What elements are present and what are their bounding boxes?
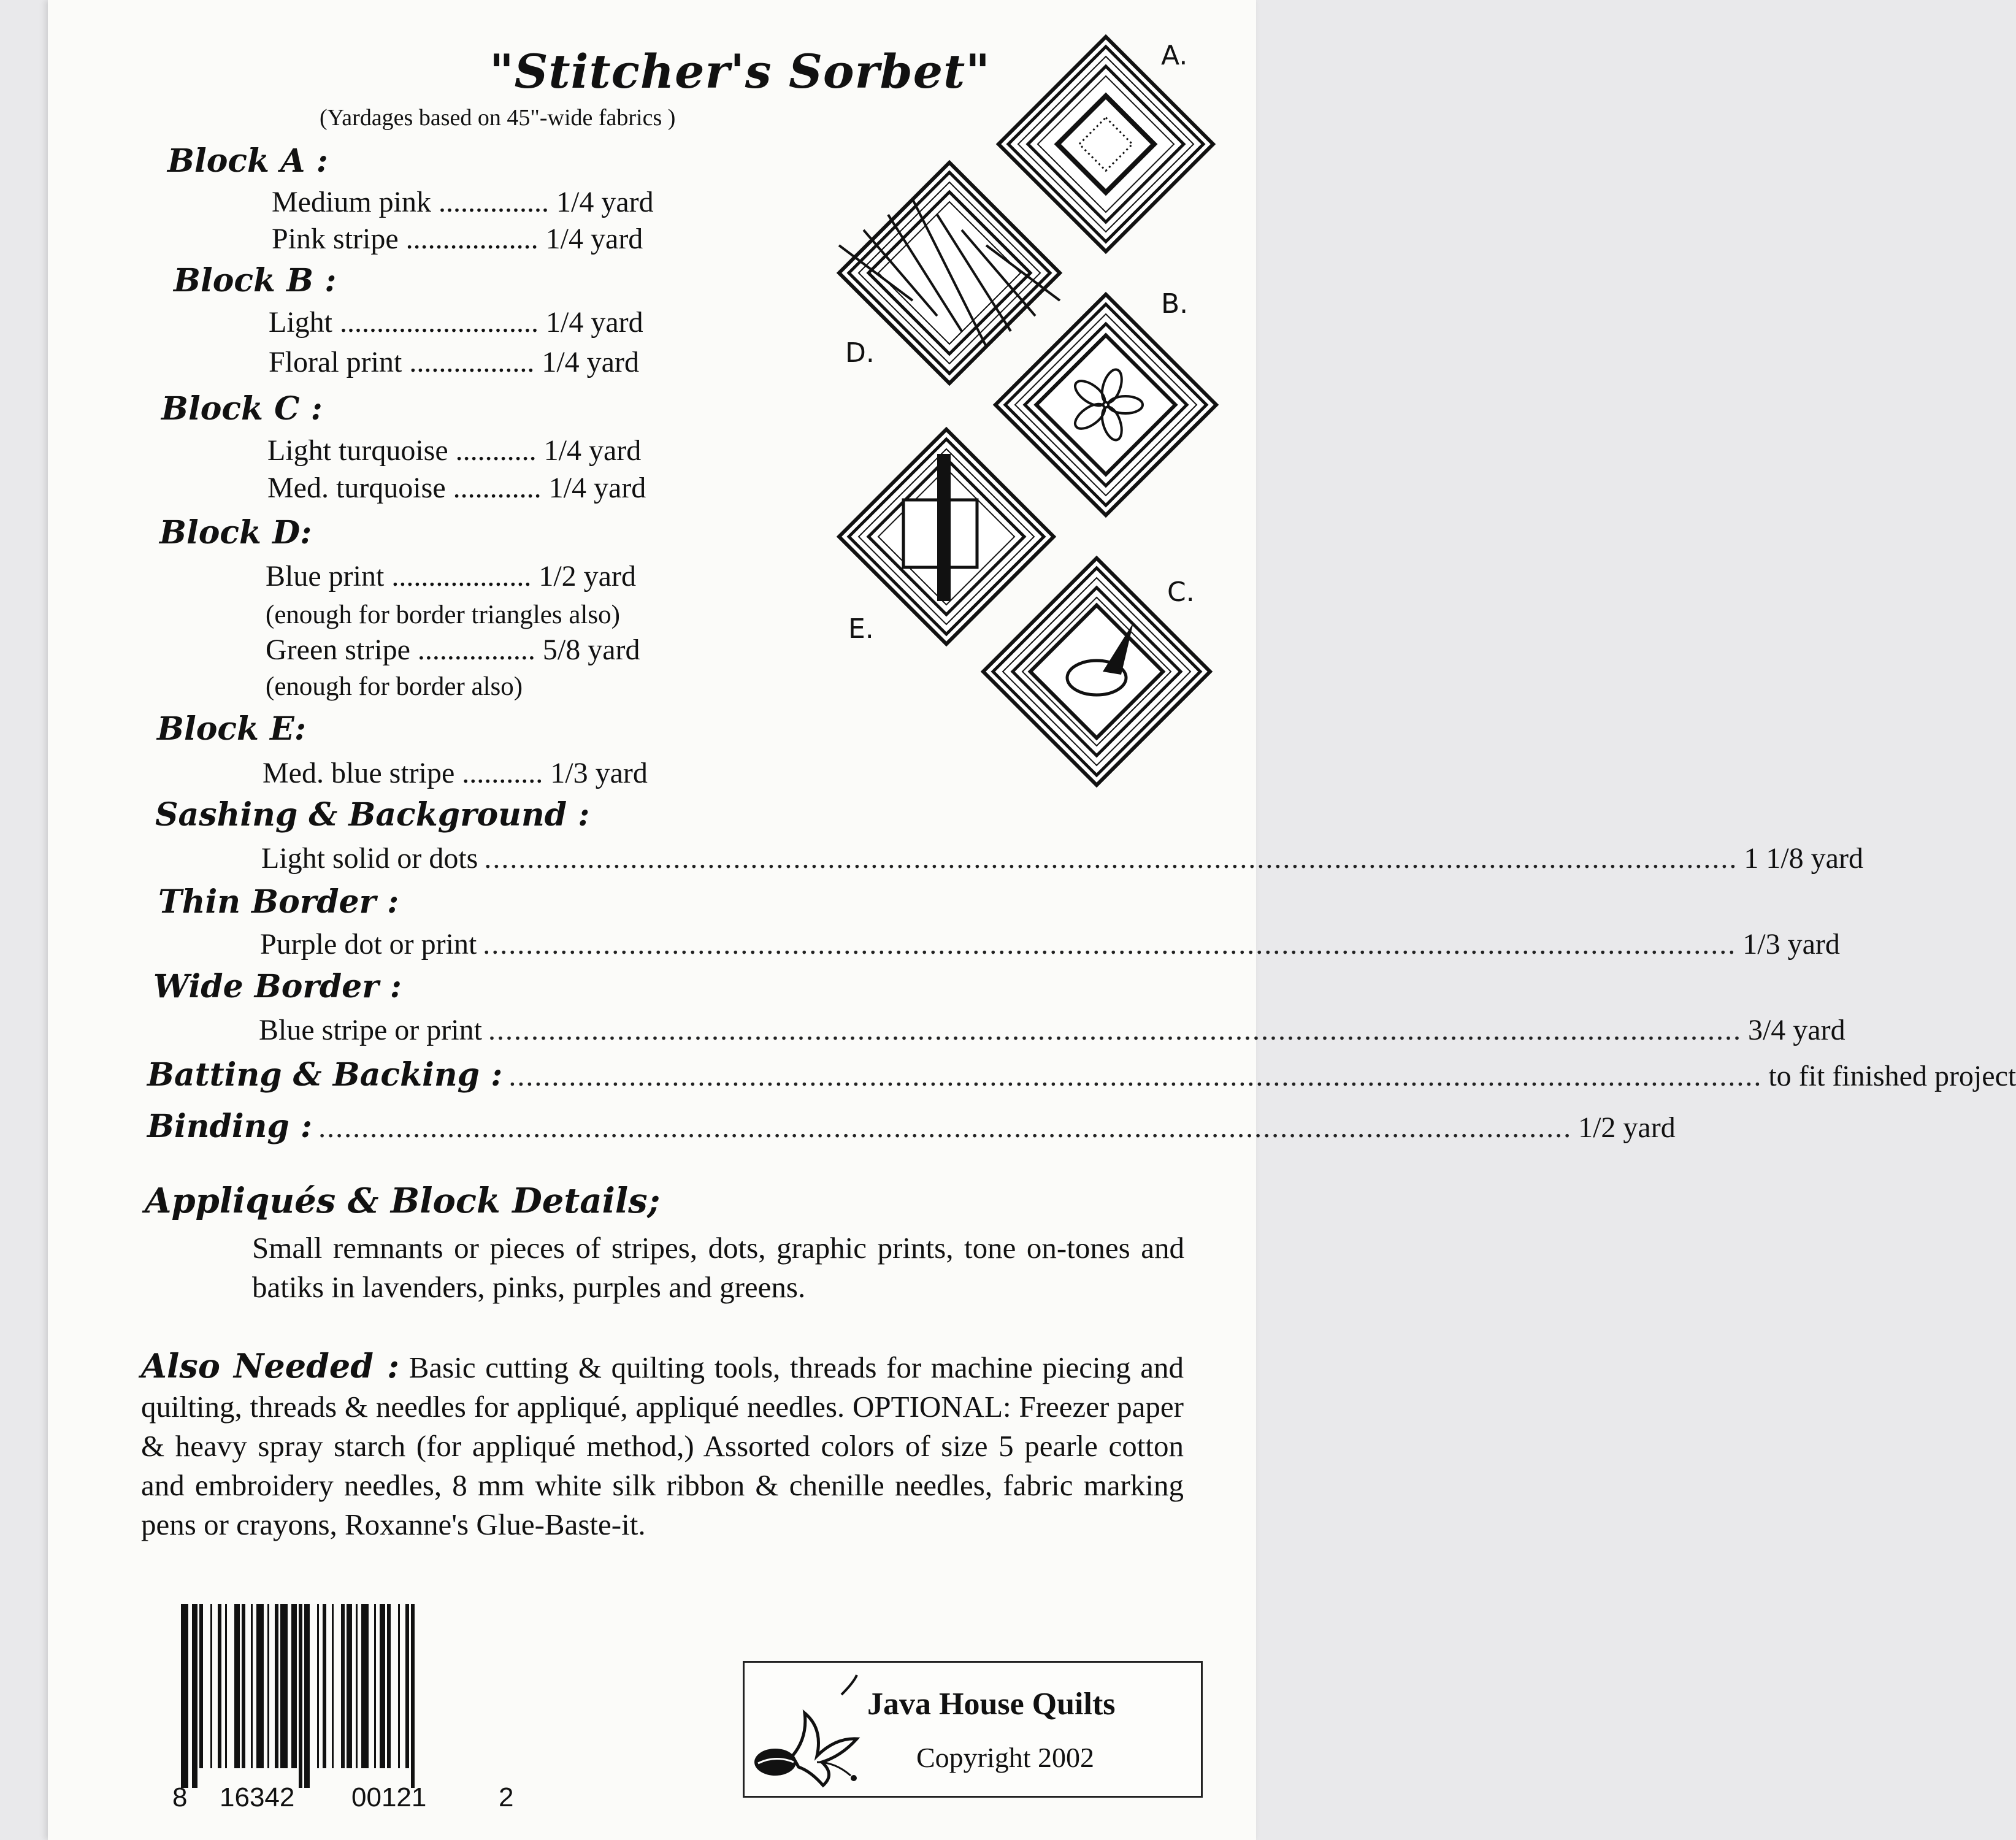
barcode-bar [181, 1604, 188, 1788]
block-letter-c: C. [1167, 577, 1195, 608]
barcode-digits: 2 [499, 1782, 514, 1812]
also-needed-text: Basic cutting & quilting tools, threads for machine piecing and quilting, threads & needles for appliqué, appliqué needles. OPTIONAL: Freezer paper & heavy spray starch (for appliqué method,) Assorted colors of size 5 pearle cotton and embroidery needles, 8 mm white silk ribbon & chenille needles, fabric marking pens or crayons, Roxanne's Glue-Baste-it. [141, 1351, 1184, 1541]
copyright-text: Copyright 2002 [916, 1742, 1095, 1773]
block-a-item: Pink stripe .................. 1/4 yard [272, 223, 643, 255]
barcode-bar [361, 1604, 369, 1768]
barcode-bar [347, 1604, 352, 1768]
barcode-bar [280, 1604, 288, 1768]
block-d-note: (enough for border triangles also) [266, 600, 620, 629]
batting-amount: to fit finished project [1768, 1060, 2016, 1092]
barcode-digits: 00121 [351, 1782, 427, 1812]
barcode-bar [251, 1604, 253, 1768]
sashing-row [261, 841, 1863, 875]
block-letter-d: D. [845, 337, 875, 369]
binding-heading: Binding : [147, 1108, 313, 1145]
barcode-bar [387, 1604, 391, 1768]
barcode-bar [317, 1604, 319, 1768]
barcode-bar [192, 1604, 197, 1788]
wide-border-label: Blue stripe or print [259, 1014, 482, 1046]
block-letter-b: B. [1161, 288, 1189, 320]
barcode-bar [299, 1604, 302, 1788]
barcode-bar [356, 1604, 358, 1768]
barcode [174, 1604, 514, 1815]
publisher-logo-box [743, 1661, 1203, 1798]
also-needed-heading: Also Needed : [141, 1346, 400, 1386]
binding-row [147, 1108, 1676, 1145]
barcode-bar [256, 1604, 264, 1768]
block-d-item: Green stripe ................ 5/8 yard [266, 634, 640, 666]
barcode-bar [374, 1604, 376, 1768]
batting-heading: Batting & Backing : [147, 1056, 503, 1094]
dot-leader: .................................................................................................................................................. [488, 1014, 1742, 1046]
pattern-title: "Stitcher's Sorbet" [489, 44, 991, 99]
barcode-bar [411, 1604, 415, 1788]
block-letter-e: E. [848, 613, 874, 645]
thin-border-heading: Thin Border : [158, 883, 399, 921]
dot-leader: .................................................................................................................................................. [318, 1111, 1573, 1144]
block-d-heading: Block D: [159, 514, 312, 551]
wide-border-heading: Wide Border : [153, 968, 402, 1005]
dot-leader: .................................................................................................................................................. [483, 928, 1737, 960]
barcode-bar [275, 1604, 278, 1768]
batting-row [147, 1056, 2016, 1094]
barcode-bar [304, 1604, 310, 1788]
block-e-item: Med. blue stripe ........... 1/3 yard [263, 757, 648, 789]
yardage-note: (Yardages based on 45"-wide fabrics ) [320, 105, 676, 131]
block-b-heading: Block B : [174, 262, 337, 299]
barcode-bar [341, 1604, 345, 1768]
quilt-block-b [995, 294, 1216, 515]
thin-border-label: Purple dot or print [260, 928, 477, 960]
barcode-bar [225, 1604, 227, 1768]
block-c-heading: Block C : [161, 390, 323, 427]
block-a-heading: Block A : [167, 142, 328, 180]
block-d-item: Blue print ................... 1/2 yard [266, 560, 636, 592]
applique-heading: Appliqués & Block Details; [145, 1181, 661, 1221]
barcode-bar [234, 1604, 240, 1768]
block-c-item: Med. turquoise ............ 1/4 yard [267, 472, 646, 504]
barcode-digits: 8 [172, 1782, 188, 1812]
barcode-bar [210, 1604, 212, 1768]
barcode-bar [332, 1604, 334, 1768]
pattern-card [48, 0, 2016, 1840]
barcode-bar [323, 1604, 326, 1768]
applique-text: Small remnants or pieces of stripes, dots, graphic prints, tone on-tones and batiks in lavenders, pinks, purples and greens. [252, 1231, 1184, 1304]
wide-border-row [259, 1013, 1845, 1047]
quilt-block-e [839, 429, 1054, 644]
block-b-item: Light ........................... 1/4 yard [269, 306, 643, 339]
barcode-bar [218, 1604, 221, 1768]
block-letter-a: A. [1161, 40, 1188, 71]
center-bar [937, 454, 951, 601]
block-b-item: Floral print ................. 1/4 yard [269, 346, 639, 378]
barcode-bar [267, 1604, 269, 1768]
barcode-bar [291, 1604, 297, 1768]
also-needed-paragraph [141, 1346, 1184, 1544]
barcode-bar [242, 1604, 245, 1768]
dot-leader: .................................................................................................................................................. [484, 842, 1738, 875]
block-diagram [827, 31, 1232, 797]
thin-border-amount: 1/3 yard [1742, 928, 1840, 960]
coffee-bean-flower-icon [749, 1670, 866, 1790]
sashing-amount: 1 1/8 yard [1744, 842, 1863, 875]
block-a-item: Medium pink ............... 1/4 yard [272, 186, 654, 218]
binding-amount: 1/2 yard [1578, 1111, 1676, 1144]
block-d-note: (enough for border also) [266, 672, 523, 701]
publisher-name: Java House Quilts [867, 1687, 1116, 1722]
dot-leader: .................................................................................................................................................. [508, 1060, 1763, 1092]
barcode-bar [398, 1604, 400, 1768]
barcode-bar [405, 1604, 409, 1768]
sashing-heading: Sashing & Background : [155, 796, 590, 834]
block-e-heading: Block E: [157, 710, 307, 748]
wide-border-amount: 3/4 yard [1747, 1014, 1845, 1046]
barcode-digits: 16342 [220, 1782, 295, 1812]
thin-border-row [260, 927, 1840, 961]
barcode-bar [199, 1604, 203, 1768]
barcode-bar [380, 1604, 385, 1768]
block-c-item: Light turquoise ........... 1/4 yard [267, 434, 642, 467]
sashing-label: Light solid or dots [261, 842, 478, 875]
